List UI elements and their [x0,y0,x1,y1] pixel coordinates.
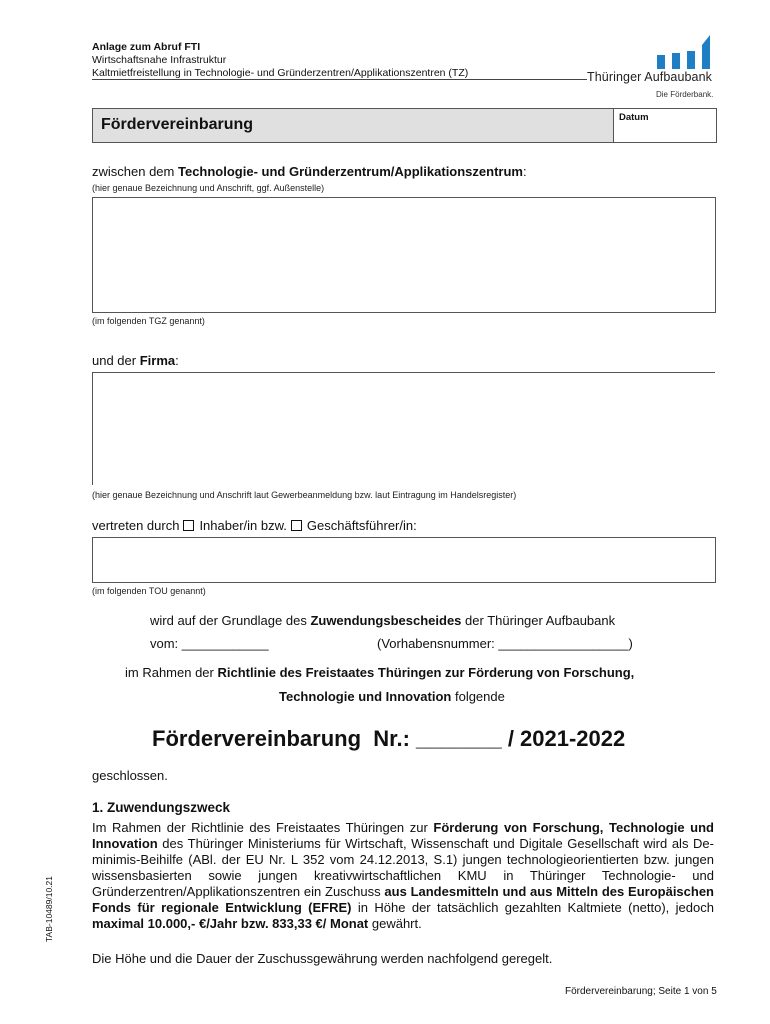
document-header [92,41,468,80]
basis-line-1 [150,613,615,628]
firm-hint: (hier genaue Bezeichnung und Anschrift laut Gewerbeanmeldung bzw. laut Eintragung im Handelsregister) [92,490,517,500]
section-1-paragraph [92,820,714,932]
basis-l1-pre: wird auf der Grundlage des [150,613,311,628]
header-line-2: Wirtschaftsnahe Infrastruktur [92,54,227,66]
s1-p1b: Förderung von Forschung, Technologie und Innovation [92,820,714,851]
representative-field[interactable] [92,537,716,583]
bar-chart-logo-icon [655,33,715,69]
header-line-1: Anlage zum Abruf FTI [92,41,201,53]
owner-checkbox[interactable] [183,520,194,531]
basis-l1-post: der Thüringer Aufbaubank [461,613,616,628]
tgz-note: (im folgenden TGZ genannt) [92,316,205,326]
vorhabensnummer-field[interactable]: (Vorhabensnummer: __________________) [377,636,633,651]
owner-label: Inhaber/in bzw. [199,518,287,533]
firm-line [92,353,179,368]
firm-suffix: : [175,353,179,368]
header-divider [92,79,587,80]
between-suffix: : [522,164,527,179]
header-line-3: Kaltmietfreistellung in Technologie- und Gründerzentren/Applikationszentren (TZ) [92,67,469,79]
page-footer: Fördervereinbarung; Seite 1 von 5 [565,986,717,997]
section-1-heading: 1. Zuwendungszweck [92,800,231,815]
firm-address-field[interactable] [92,372,715,485]
s1-p4: gewährt. [368,916,422,931]
basis-l4-bold: Technologie und Innovation [279,689,452,704]
page-title: Fördervereinbarung [101,116,254,133]
firm-prefix: und der [92,353,140,368]
vom-field[interactable]: vom: ____________ [150,636,269,651]
basis-l4-post: folgende [451,689,505,704]
s1-p3b: maximal 10.000,- €/Jahr bzw. 833,33 €/ Monat [92,916,369,931]
between-prefix: zwischen dem [92,164,178,179]
between-hint: (hier genaue Bezeichnung und Anschrift, ggf. Außenstelle) [92,183,325,193]
basis-l3-bold: Richtlinie des Freistaates Thüringen zur Förderung von Forschung, [217,665,635,680]
basis-l3-pre: im Rahmen der [125,665,218,680]
represented-prefix: vertreten durch [92,518,180,533]
logo-name: Thüringer Aufbaubank [587,70,713,84]
firm-bold: Firma [139,353,176,368]
s1-p3: in Höhe der tatsächlich gezahlten Kaltmiete (netto), jedoch [351,900,714,915]
represented-line [92,518,417,533]
form-code: TAB-10489/10.21 [44,876,54,942]
tou-note: (im folgenden TOU genannt) [92,586,206,596]
basis-line-4 [279,689,505,704]
section-1-last-line: Die Höhe und die Dauer der Zuschussgewährung werden nachfolgend geregelt. [92,951,553,966]
managing-director-label: Geschäftsführer/in: [306,518,417,533]
basis-l1-bold: Zuwendungsbescheides [310,613,462,628]
tgz-address-field[interactable] [92,197,716,313]
s1-p2: des Thüringer Ministeriums für Wirtschaft, Wissenschaft und Digitale Gesellschaft wird als De-minimis-Beihilfe (ABl. der EU Nr. L 352 vom 24.12.2013, S.1) jungen technologieorientierten bzw. jungen wissensbasierten sowie jungen kreativwirtschaftlichen KMU in Thüringer Technologie- und Gründerzentren/Applikationszentren ein Zuschuss [92,836,714,899]
concluded-text: geschlossen. [92,768,168,783]
between-bold: Technologie- und Gründerzentrum/Applikationszentrum [177,164,523,179]
basis-line-3 [125,665,634,680]
agreement-number-title: Fördervereinbarung Nr.: _______ / 2021-2022 [152,726,626,751]
s1-p1: Im Rahmen der Richtlinie des Freistaates Thüringen zur [92,820,434,835]
managing-director-checkbox[interactable] [291,520,302,531]
s1-p2b: aus Landesmitteln und aus Mitteln des Europäischen Fonds für regionale Entwicklung (EFRE) [92,884,715,915]
datum-label: Datum [619,112,649,123]
between-line [92,164,527,179]
logo-tagline: Die Förderbank. [656,90,714,99]
